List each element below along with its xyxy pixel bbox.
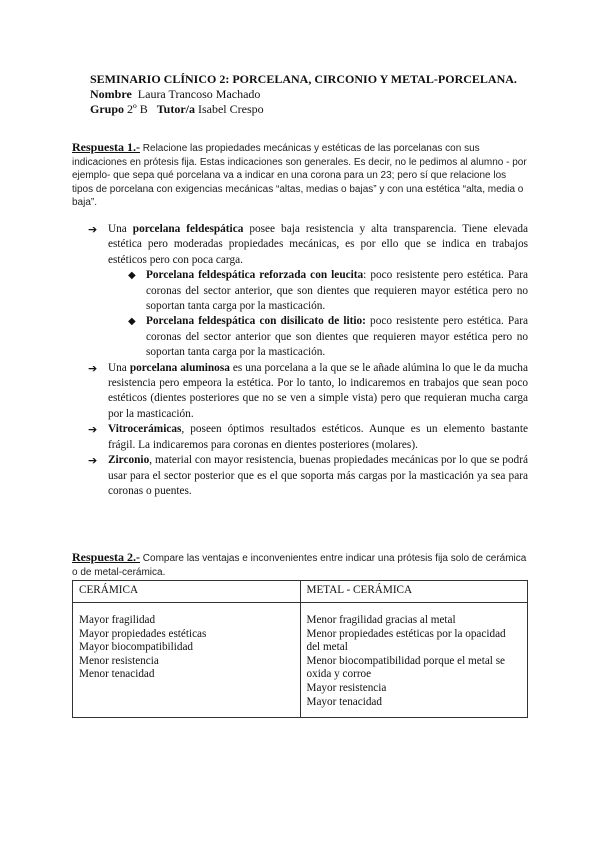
question-2-label: Respuesta 2.- <box>72 550 140 564</box>
question-2 <box>72 551 528 579</box>
answer-1-list <box>88 222 528 499</box>
grupo-label: Grupo <box>90 102 125 116</box>
diamond-bullet-icon: ◆ <box>128 316 136 328</box>
table-row <box>73 603 528 718</box>
list-item <box>88 453 528 499</box>
column-header-ceramica: CERÁMICA <box>73 581 301 603</box>
item-text: , poseen óptimos resultados estéticos. Aunque es un elemento bastante frágil. La indicaremos para coronas en dientes posteriores (molares). <box>108 423 528 451</box>
grupo-value: 2º B <box>127 102 148 116</box>
sub-list-item <box>88 268 528 314</box>
list-item <box>88 422 528 453</box>
list-item: Menor biocompatibilidad porque el metal se oxida y corroe <box>306 654 506 681</box>
list-item <box>88 222 528 268</box>
list-item: Menor resistencia <box>79 654 159 667</box>
list-item: Mayor tenacidad <box>306 695 382 708</box>
list-item: Menor tenacidad <box>79 668 155 681</box>
item-text: es una porcelana a la que se le añade alúmina lo que le da mucha resistencia pero empeora la estética. Por lo tanto, lo indicaremos en trabajos que sean poco estéticos (dientes posteriores que no se ven a simple vista) pero que requieran mucha carga por la masticación. <box>108 361 528 420</box>
item-term: Porcelana feldespática con disilicato de litio: <box>146 315 366 328</box>
arrow-bullet-icon: ➔ <box>88 454 98 468</box>
item-term: porcelana feldespática <box>132 223 244 235</box>
item-text: , material con mayor resistencia, buenas propiedades mecánicas por lo que se podrá usar para el sector posterior que es el que soporta más cargas por la masticación ya sea para coronas o puentes. <box>108 454 528 497</box>
arrow-bullet-icon: ➔ <box>88 361 98 375</box>
item-term: porcelana aluminosa <box>129 361 230 374</box>
comparison-table <box>72 580 528 718</box>
item-text: Una <box>108 223 133 235</box>
item-text: poco resistente pero estética. Para coronas del sector anterior que son dientes que requieren mayor estética pero no soportan tanta carga por la masticación. <box>146 315 528 359</box>
arrow-bullet-icon: ➔ <box>88 223 98 236</box>
document-title: SEMINARIO CLÍNICO 2: PORCELANA, CIRCONIO Y METAL-PORCELANA. <box>90 72 517 86</box>
question-1-text: Relacione las propiedades mecánicas y estéticas de las porcelanas con sus indicaciones en prótesis fija. Estas indicaciones son generales. Es decir, no le pedimos al alumno - por ejemplo- que sepa qué porcelana va a indicar en una corona para un 23; pero sí que relacione los tipos de porcelana con exigencias mecánicas “altas, medias o bajas” y con una estética “alta, media o baja”. <box>72 143 527 209</box>
item-term: Porcelana feldespática reforzada con leucita <box>146 269 364 282</box>
list-item: Mayor propiedades estéticas <box>79 627 207 640</box>
list-item: Menor propiedades estéticas por la opacidad del metal <box>306 627 506 654</box>
list-item: Mayor resistencia <box>306 681 387 694</box>
metal-ceramica-cell <box>300 603 528 718</box>
student-name-line <box>90 87 560 102</box>
item-term: Zirconio <box>108 454 150 467</box>
group-tutor-line <box>90 102 560 117</box>
nombre-value: Laura Trancoso Machado <box>137 87 261 101</box>
list-item: Mayor biocompatibilidad <box>79 641 194 654</box>
item-term: Vitrocerámicas <box>108 423 182 436</box>
sub-list-item <box>88 314 528 360</box>
document-header <box>90 72 560 117</box>
column-header-metal-ceramica: METAL - CERÁMICA <box>300 581 528 603</box>
nombre-label: Nombre <box>90 87 132 101</box>
item-text: Una <box>108 361 130 374</box>
question-2-text: Compare las ventajas e inconvenientes entre indicar una prótesis fija solo de cerámica o de metal-cerámica. <box>72 553 527 578</box>
question-1-label: Respuesta 1.- <box>72 140 140 154</box>
tutor-label: Tutor/a <box>156 102 195 116</box>
diamond-bullet-icon: ◆ <box>128 270 136 282</box>
item-text: posee baja resistencia y alta transparencia. Tiene elevada estética pero moderadas propiedades mecánicas, es por ello que se indica en trabajos estéticos pero con poca carga. <box>108 223 528 266</box>
list-item: Menor fragilidad gracias al metal <box>306 614 456 626</box>
list-item: Mayor fragilidad <box>79 614 156 626</box>
list-item <box>88 361 528 423</box>
item-text: : poco resistente pero estética. Para coronas del sector anterior, que son dientes que requieren mayor estética pero no soportan tanta carga por la masticación. <box>146 269 528 313</box>
tutor-value: Isabel Crespo <box>197 102 264 116</box>
table-header-row <box>73 581 528 603</box>
arrow-bullet-icon: ➔ <box>88 423 98 437</box>
ceramica-cell <box>73 603 301 718</box>
question-1 <box>72 141 528 210</box>
